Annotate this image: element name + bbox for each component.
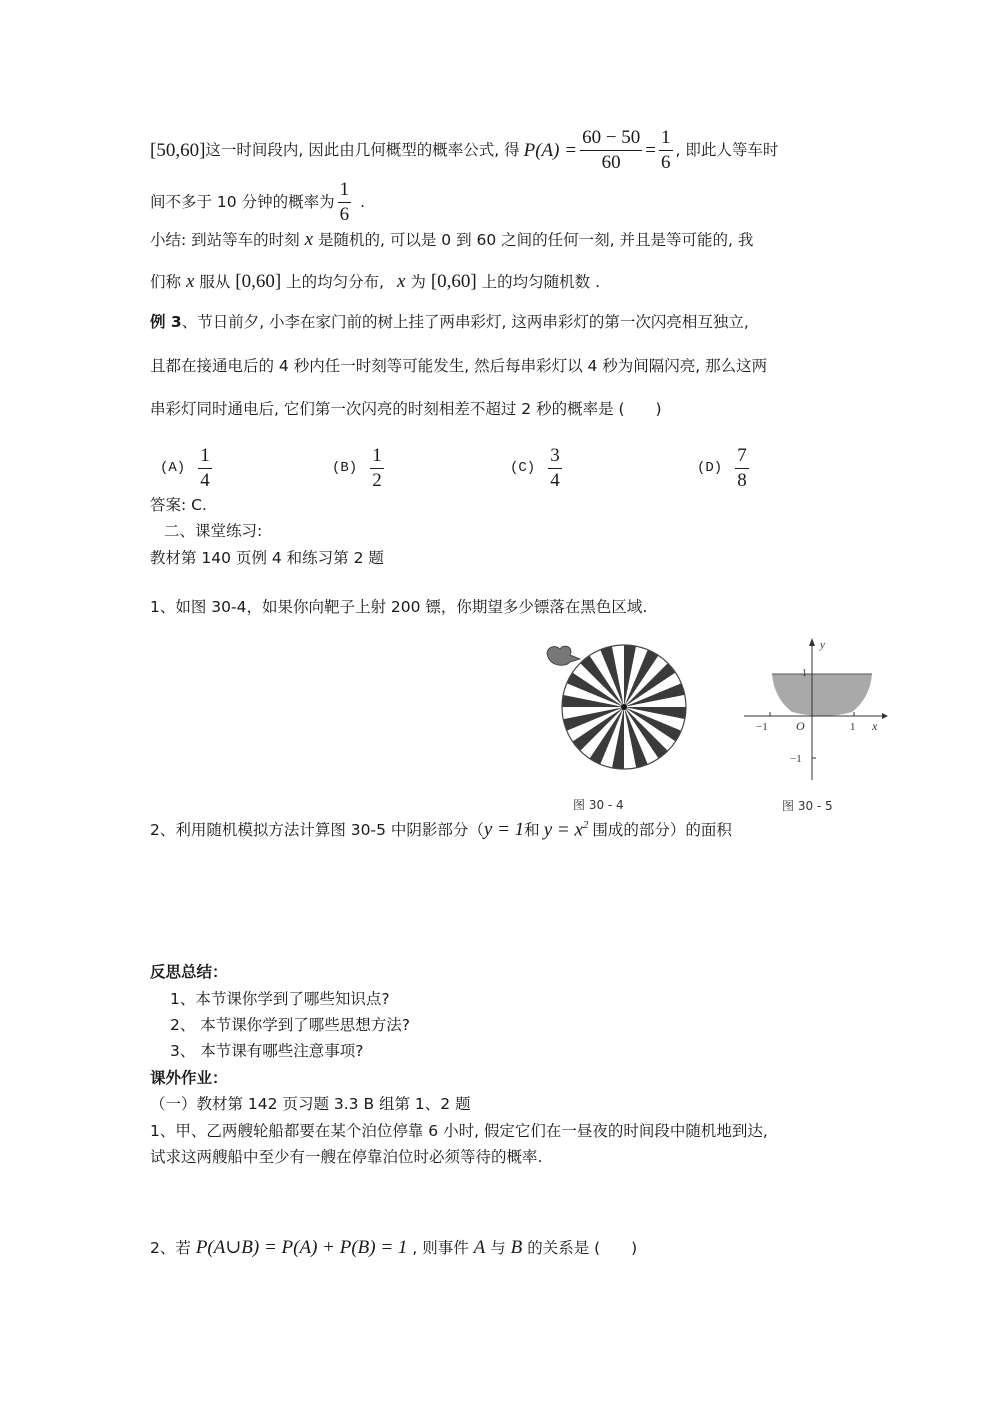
label-1-y: 1 <box>802 668 807 679</box>
equation-y-x-squared <box>544 820 589 839</box>
parabola-figure <box>742 636 892 780</box>
example3-line-1 <box>150 315 749 331</box>
interval-0-60: [0,60] <box>430 271 477 292</box>
interval-0-60: [0,60] <box>235 271 282 292</box>
dart-icon <box>547 646 580 665</box>
text: 与 <box>490 1239 506 1257</box>
text: 且都在接通电后的 4 秒内任一时刻等可能发生, 然后每串彩灯以 4 秒为间隔闪亮, 那么这两 <box>150 357 768 375</box>
practice-textbook <box>150 551 384 567</box>
summary-line-2 <box>150 272 600 291</box>
text: , 则事件 <box>412 1239 469 1257</box>
event-b: B <box>510 1237 523 1258</box>
text: 的关系是 ( ) <box>527 1239 638 1257</box>
text: 这一时间段内, 因此由几何概型的概率公式, 得 <box>205 140 520 159</box>
option-fraction: $\frac{1}{4}$ <box>200 445 210 491</box>
text: . <box>360 192 366 211</box>
interval-50-60: [50,60] <box>150 139 206 161</box>
label-1-x: 1 <box>850 721 856 733</box>
text: 服从 <box>199 273 231 291</box>
option-label: (C) <box>510 460 536 477</box>
text: 教材第 140 页例 4 和练习第 2 题 <box>150 549 384 567</box>
homework-q1-line2: 试求这两艘船中至少有一艘在停靠泊位时必须等待的概率. <box>150 1148 543 1166</box>
text: 围成的部分）的面积 <box>592 821 732 840</box>
option-fraction: $\frac{3}{4}$ <box>550 445 560 491</box>
figure-30-4-caption: 图 30 - 4 <box>573 798 624 812</box>
equation-base: y = x <box>543 819 583 841</box>
y-axis-label: y <box>820 639 825 651</box>
var-x: x <box>397 271 406 292</box>
x-axis-arrow-icon <box>882 713 888 719</box>
option-c <box>510 446 565 491</box>
event-a: A <box>473 1237 486 1258</box>
option-label: (B) <box>332 460 358 477</box>
label-neg1-x: −1 <box>756 721 768 733</box>
equals: = <box>645 139 656 161</box>
var-x: x <box>185 271 195 292</box>
section-heading: 二、课堂练习: <box>164 522 263 540</box>
practice-heading <box>164 524 262 540</box>
example3-line-2 <box>150 359 767 375</box>
figure-30-5-caption: 图 30 - 5 <box>782 799 833 813</box>
text: 间不多于 10 分钟的概率为 <box>150 192 335 211</box>
option-a <box>160 446 215 491</box>
practice-q2 <box>150 820 732 839</box>
example3-line-3 <box>150 402 662 418</box>
reflection-item-3: 3、 本节课有哪些注意事项? <box>170 1042 364 1060</box>
fraction-1-over-6: $\frac{1}{6}$ <box>661 127 671 173</box>
homework-heading: 课外作业： <box>150 1069 228 1087</box>
label-neg1-y: −1 <box>790 753 802 765</box>
shaded-region <box>772 674 872 716</box>
y-axis-arrow-icon <box>809 638 815 646</box>
homework-part1: （一）教材第 142 页习题 3.3 B 组第 1、2 题 <box>150 1095 471 1113</box>
var-x: x <box>304 229 314 250</box>
text: 串彩灯同时通电后, 它们第一次闪亮的时刻相差不超过 2 秒的概率是 ( ) <box>150 400 662 418</box>
dartboard-figure <box>540 635 700 795</box>
x-axis-label: x <box>872 719 878 733</box>
question-text: 2、若 <box>150 1239 191 1257</box>
question-text: 2、利用随机模拟方法计算图 30-5 中阴影部分（ <box>150 821 484 840</box>
answer-line <box>150 498 207 514</box>
text: , 即此人等车时 <box>675 140 779 159</box>
text: 是随机的, 可以是 0 到 60 之间的任何一刻, 并且是等可能的, 我 <box>318 231 754 249</box>
text: 到站等车的时刻 <box>191 231 300 249</box>
formula-lhs: P(A) = <box>523 139 578 161</box>
exponent: 2 <box>582 819 589 831</box>
option-d <box>697 446 752 491</box>
reflection-item-1: 1、本节课你学到了哪些知识点? <box>170 990 390 1008</box>
practice-q1 <box>150 600 647 616</box>
option-fraction: $\frac{1}{2}$ <box>372 445 382 491</box>
summary-line-1 <box>150 230 753 249</box>
text: 们称 <box>150 273 182 291</box>
origin-label: O <box>796 719 805 733</box>
reflection-heading: 反思总结： <box>150 963 228 981</box>
text: 上的均匀随机数 . <box>481 273 601 291</box>
fraction-1-over-6: $\frac{1}{6}$ <box>339 179 350 225</box>
reflection-item-2: 2、 本节课你学到了哪些思想方法? <box>170 1016 411 1034</box>
text: 和 <box>524 821 540 840</box>
probability-line <box>150 180 365 225</box>
summary-label: 小结: <box>150 231 187 249</box>
option-label: (A) <box>160 460 186 477</box>
bullseye <box>621 704 627 710</box>
question-text: 1、如图 30-4，如果你向靶子上射 200 镖，你期望多少镖落在黑色区域. <box>150 598 648 616</box>
example-label: 例 3 <box>150 313 182 331</box>
option-fraction: $\frac{7}{8}$ <box>737 445 747 491</box>
text: 、节日前夕, 小李在家门前的树上挂了两串彩灯, 这两串彩灯的第一次闪亮相互独立, <box>181 313 749 331</box>
fraction-60-50-over-60: $\frac{60 - 50}{60}$ <box>582 127 641 173</box>
answer: 答案: C. <box>150 496 207 514</box>
text: 上的均匀分布, <box>286 273 385 291</box>
text: 为 <box>410 273 426 291</box>
equation-y-1: y = 1 <box>483 819 525 841</box>
option-b <box>332 446 387 491</box>
formula-line <box>150 128 778 173</box>
homework-q2 <box>150 1238 637 1257</box>
union-formula: P(A∪B) = P(A) + P(B) = 1 <box>195 1237 408 1258</box>
option-label: (D) <box>697 460 723 477</box>
homework-q1-line1: 1、甲、乙两艘轮船都要在某个泊位停靠 6 小时, 假定它们在一昼夜的时间段中随机地到达, <box>150 1122 768 1140</box>
